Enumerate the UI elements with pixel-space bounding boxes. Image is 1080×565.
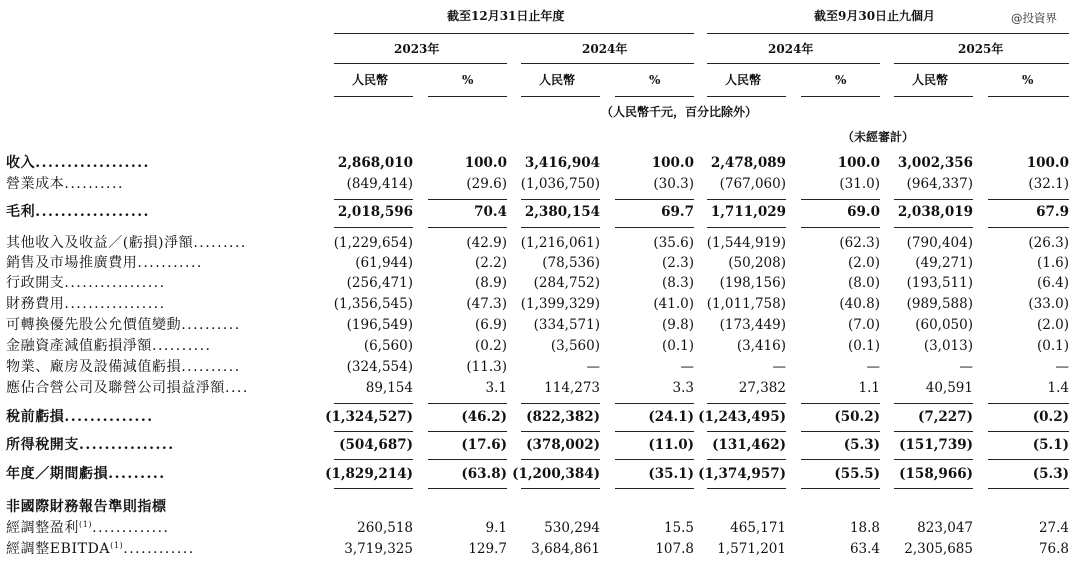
year-rule-3 [707, 63, 880, 64]
table-rule [521, 403, 600, 404]
table-cell: (1,216,061) [520, 235, 600, 251]
row-leader-dots: ............ [123, 541, 195, 557]
table-rule [801, 459, 880, 460]
table-cell: 3,002,356 [897, 155, 973, 171]
table-cell: 530,294 [544, 520, 600, 536]
table-rule [334, 227, 413, 228]
table-cell: (11.0) [648, 437, 694, 453]
table-cell: (1,399,329) [520, 296, 600, 312]
header-group-year: 截至12月31日止年度 [447, 9, 565, 23]
cur-rule-4 [894, 96, 973, 97]
cur-rule-2 [521, 96, 600, 97]
table-rule [707, 227, 786, 228]
table-rule [894, 403, 973, 404]
table-cell: 129.7 [468, 541, 507, 557]
footnote-marker: (1) [110, 541, 124, 550]
table-cell: 3.1 [485, 380, 507, 396]
table-cell: (49,271) [915, 255, 973, 271]
table-cell: 3,719,325 [344, 541, 413, 557]
year-rule-1 [334, 63, 507, 64]
table-rule [428, 431, 507, 432]
table-rule [894, 199, 973, 200]
table-cell: (767,060) [719, 176, 786, 192]
header-group-nine-months: 截至9月30日止九個月 [814, 9, 936, 23]
table-cell: (151,739) [899, 437, 973, 453]
row-label [6, 276, 166, 290]
row-label [6, 297, 166, 311]
table-cell: (60,050) [915, 317, 973, 333]
col-pct-1: % [462, 73, 474, 87]
pct-rule-3 [801, 96, 880, 97]
table-rule [801, 488, 880, 489]
table-rule [801, 431, 880, 432]
table-rule [521, 227, 600, 228]
table-rule [615, 488, 694, 489]
table-rule [988, 431, 1069, 432]
row-label [6, 339, 212, 353]
table-cell: (2.0) [1036, 317, 1069, 333]
row-leader-dots: ................. [64, 296, 166, 312]
table-rule [894, 459, 973, 460]
row-leader-dots: .................. [35, 155, 150, 171]
table-cell: — [586, 359, 600, 375]
table-cell: 1.4 [1047, 380, 1069, 396]
table-cell: (62.3) [839, 235, 880, 251]
table-cell: (193,511) [906, 275, 973, 291]
row-leader-dots: ........... [137, 255, 203, 271]
table-cell: — [772, 359, 786, 375]
year-rule-4 [894, 63, 1069, 64]
table-cell: (61,944) [355, 255, 413, 271]
table-cell: (1,356,545) [333, 296, 413, 312]
table-cell: 3.3 [672, 380, 694, 396]
col-currency-1: 人民幣 [352, 73, 389, 87]
row-label [6, 205, 150, 219]
table-cell: (26.3) [1028, 235, 1069, 251]
table-cell: (9.8) [661, 317, 694, 333]
table-rule [988, 199, 1069, 200]
table-cell: 1,571,201 [717, 541, 786, 557]
non-ifrs-row-label [6, 542, 195, 556]
row-label-text: 行政開支 [6, 275, 65, 291]
row-label-text: 銷售及市場推廣費用 [6, 255, 138, 271]
table-cell: (2.0) [847, 255, 880, 271]
row-leader-dots: .......... [64, 176, 124, 192]
table-rule [894, 431, 973, 432]
table-cell: (196,549) [346, 317, 413, 333]
row-leader-dots: .......... [181, 317, 241, 333]
col-currency-4: 人民幣 [912, 73, 949, 87]
row-leader-dots: ................. [64, 275, 166, 291]
table-rule [615, 459, 694, 460]
table-cell: 40,591 [925, 380, 973, 396]
pct-rule-2 [615, 96, 694, 97]
table-rule [707, 403, 786, 404]
table-cell: (6,560) [363, 338, 413, 354]
table-cell: 15.5 [663, 520, 694, 536]
row-label [6, 438, 175, 452]
table-cell: (1,324,527) [325, 409, 413, 425]
table-rule [707, 199, 786, 200]
table-rule [428, 488, 507, 489]
row-label-text: 年度／期間虧損 [6, 466, 109, 482]
table-cell: 2,380,154 [524, 204, 600, 220]
table-rule [521, 488, 600, 489]
table-cell: (31.0) [839, 176, 880, 192]
table-cell: (964,337) [906, 176, 973, 192]
table-cell: 2,868,010 [337, 155, 413, 171]
table-cell: 2,478,089 [710, 155, 786, 171]
row-label-text: 可轉換優先股公允價值變動 [6, 317, 182, 333]
table-cell: (46.2) [461, 409, 507, 425]
row-label-text: 應佔合營公司及聯營公司損益淨額 [6, 380, 225, 396]
table-cell: 67.9 [1036, 204, 1069, 220]
table-cell: (30.3) [653, 176, 694, 192]
table-rule [521, 431, 600, 432]
table-cell: (0.1) [661, 338, 694, 354]
table-cell: (6.9) [474, 317, 507, 333]
table-cell: (40.8) [839, 296, 880, 312]
row-leader-dots: .... [225, 380, 249, 396]
table-cell: (5.1) [1032, 437, 1069, 453]
table-cell: (6.4) [1036, 275, 1069, 291]
table-cell: (1,229,654) [333, 235, 413, 251]
table-rule [334, 459, 413, 460]
pct-rule-1 [428, 96, 507, 97]
table-rule [428, 403, 507, 404]
table-cell: 2,305,685 [904, 541, 973, 557]
row-leader-dots: .......... [152, 338, 212, 354]
table-cell: (8.0) [847, 275, 880, 291]
table-cell: 3,684,861 [531, 541, 600, 557]
row-leader-dots: ............... [79, 437, 175, 453]
col-pct-2: % [649, 73, 661, 87]
table-cell: (3,560) [550, 338, 600, 354]
table-cell: (849,414) [346, 176, 413, 192]
row-label-text: 毛利 [6, 204, 36, 220]
row-label [6, 410, 154, 424]
table-cell: 89,154 [365, 380, 413, 396]
table-cell: — [680, 359, 694, 375]
table-cell: 2,018,596 [337, 204, 413, 220]
row-label [6, 177, 124, 191]
table-cell: (7,227) [917, 409, 973, 425]
table-cell: (790,404) [906, 235, 973, 251]
table-cell: 100.0 [837, 155, 880, 171]
table-cell: (1,374,957) [698, 466, 786, 482]
col-currency-3: 人民幣 [725, 73, 762, 87]
row-label-text: 財務費用 [6, 296, 65, 312]
row-label [6, 236, 247, 250]
row-label [6, 360, 241, 374]
col-pct-4: % [1022, 73, 1034, 87]
table-rule [801, 227, 880, 228]
table-rule [428, 459, 507, 460]
table-cell: (334,571) [533, 317, 600, 333]
table-cell: (284,752) [533, 275, 600, 291]
table-cell: (1,036,750) [520, 176, 600, 192]
table-cell: (35.6) [653, 235, 694, 251]
table-cell: 27.4 [1038, 520, 1069, 536]
table-cell: (11.3) [466, 359, 507, 375]
table-cell: 18.8 [849, 520, 880, 536]
row-leader-dots: ......... [193, 235, 247, 251]
table-rule [707, 488, 786, 489]
table-cell: (198,156) [719, 275, 786, 291]
table-cell: (41.0) [653, 296, 694, 312]
table-cell: (47.3) [466, 296, 507, 312]
table-cell: 114,273 [544, 380, 600, 396]
table-rule [334, 199, 413, 200]
table-rule [615, 227, 694, 228]
non-ifrs-row-label [6, 521, 170, 535]
table-cell: 9.1 [485, 520, 507, 536]
table-cell: (504,687) [339, 437, 413, 453]
col-currency-2: 人民幣 [539, 73, 576, 87]
table-cell: (29.6) [466, 176, 507, 192]
table-cell: (1,544,919) [706, 235, 786, 251]
table-cell: (0.2) [474, 338, 507, 354]
table-cell: (5.3) [843, 437, 880, 453]
table-cell: 69.0 [847, 204, 880, 220]
table-cell: 107.8 [655, 541, 694, 557]
table-rule [521, 459, 600, 460]
table-rule [988, 403, 1069, 404]
table-rule [707, 459, 786, 460]
row-label-text: 金融資產減值虧損淨額 [6, 338, 152, 354]
header-rule-group2 [707, 33, 1069, 34]
pct-rule-4 [988, 96, 1069, 97]
year-2023: 2023年 [394, 42, 440, 56]
table-cell: 1,711,029 [710, 204, 786, 220]
table-cell: (2.3) [661, 255, 694, 271]
row-label-text: 所得稅開支 [6, 437, 79, 453]
table-rule [615, 431, 694, 432]
table-cell: (24.1) [648, 409, 694, 425]
cur-rule-3 [707, 96, 786, 97]
table-cell: (1,829,214) [325, 466, 413, 482]
table-rule [988, 488, 1069, 489]
table-rule [801, 403, 880, 404]
row-label-text: 經調整盈利 [6, 520, 79, 536]
table-cell: 100.0 [1026, 155, 1069, 171]
row-leader-dots: .......... [181, 359, 241, 375]
row-label-text: 收入 [6, 155, 36, 171]
table-cell: (131,462) [712, 437, 786, 453]
row-label-text: 稅前虧損 [6, 409, 65, 425]
table-cell: (3,013) [923, 338, 973, 354]
table-rule [521, 199, 600, 200]
table-cell: (7.0) [847, 317, 880, 333]
table-rule [894, 227, 973, 228]
table-cell: (3,416) [736, 338, 786, 354]
row-label [6, 256, 203, 270]
table-rule [707, 431, 786, 432]
table-cell: 823,047 [917, 520, 973, 536]
table-cell: — [866, 359, 880, 375]
row-label-text: 營業成本 [6, 176, 65, 192]
table-cell: (5.3) [1032, 466, 1069, 482]
table-cell: 27,382 [738, 380, 786, 396]
footnote-marker: (1) [79, 520, 93, 529]
table-rule [894, 488, 973, 489]
row-label [6, 318, 241, 332]
year-2024-full: 2024年 [582, 42, 628, 56]
year-2025: 2025年 [958, 42, 1004, 56]
table-rule [334, 403, 413, 404]
table-cell: (33.0) [1028, 296, 1069, 312]
table-cell: (0.1) [1036, 338, 1069, 354]
table-cell: 76.8 [1038, 541, 1069, 557]
unit-note: （人民幣千元，百分比除外） [601, 105, 758, 119]
row-label-text: 經調整EBITDA [6, 541, 111, 557]
table-cell: 2,038,019 [897, 204, 973, 220]
table-rule [428, 199, 507, 200]
row-label [6, 467, 166, 481]
table-cell: (1.6) [1036, 255, 1069, 271]
header-rule-group1 [334, 33, 694, 34]
table-cell: (8.9) [474, 275, 507, 291]
table-cell: (8.3) [661, 275, 694, 291]
row-label [6, 156, 150, 170]
row-label-text: 物業、廠房及設備減值虧損 [6, 359, 182, 375]
table-cell: (55.5) [834, 466, 880, 482]
watermark: @投資界 [1011, 11, 1057, 25]
cur-rule-1 [334, 96, 413, 97]
row-leader-dots: .............. [64, 409, 154, 425]
col-pct-3: % [835, 73, 847, 87]
non-ifrs-heading: 非國際財務報告準則指標 [6, 499, 167, 515]
table-cell: (50,208) [728, 255, 786, 271]
table-cell: (158,966) [899, 466, 973, 482]
table-cell: 100.0 [464, 155, 507, 171]
row-leader-dots: .................. [35, 204, 150, 220]
row-label [6, 381, 249, 395]
table-cell: (78,536) [542, 255, 600, 271]
row-label-text: 其他收入及收益／(虧損)淨額 [6, 235, 194, 251]
table-cell: (32.1) [1028, 176, 1069, 192]
table-cell: (0.2) [1032, 409, 1069, 425]
table-cell: (822,382) [526, 409, 600, 425]
table-rule [334, 431, 413, 432]
table-cell: (2.2) [474, 255, 507, 271]
table-cell: (35.1) [648, 466, 694, 482]
table-cell: (378,002) [526, 437, 600, 453]
row-leader-dots: ............. [92, 520, 170, 536]
table-cell: (50.2) [834, 409, 880, 425]
unaudited-note: （未經審計） [842, 130, 915, 144]
table-cell: — [1055, 359, 1069, 375]
table-rule [615, 199, 694, 200]
row-leader-dots: ......... [108, 466, 166, 482]
table-cell: (42.9) [466, 235, 507, 251]
table-cell: 70.4 [474, 204, 507, 220]
table-cell: (17.6) [461, 437, 507, 453]
table-cell: (989,588) [906, 296, 973, 312]
table-cell: 1.1 [858, 380, 880, 396]
table-cell: (256,471) [346, 275, 413, 291]
table-cell: (324,554) [346, 359, 413, 375]
table-cell: 100.0 [651, 155, 694, 171]
table-rule [988, 227, 1069, 228]
table-cell: (1,243,495) [698, 409, 786, 425]
table-cell: (0.1) [847, 338, 880, 354]
year-rule-2 [521, 63, 694, 64]
table-rule [801, 199, 880, 200]
table-cell: 63.4 [849, 541, 880, 557]
table-cell: (1,011,758) [706, 296, 786, 312]
table-cell: 3,416,904 [524, 155, 600, 171]
year-2024-nine-months: 2024年 [768, 42, 814, 56]
table-cell: (1,200,384) [512, 466, 600, 482]
table-cell: — [959, 359, 973, 375]
table-rule [334, 488, 413, 489]
table-cell: (173,449) [719, 317, 786, 333]
table-cell: 465,171 [730, 520, 786, 536]
table-rule [615, 403, 694, 404]
table-cell: 260,518 [357, 520, 413, 536]
table-cell: (63.8) [461, 466, 507, 482]
table-cell: 69.7 [661, 204, 694, 220]
table-rule [988, 459, 1069, 460]
table-rule [428, 227, 507, 228]
